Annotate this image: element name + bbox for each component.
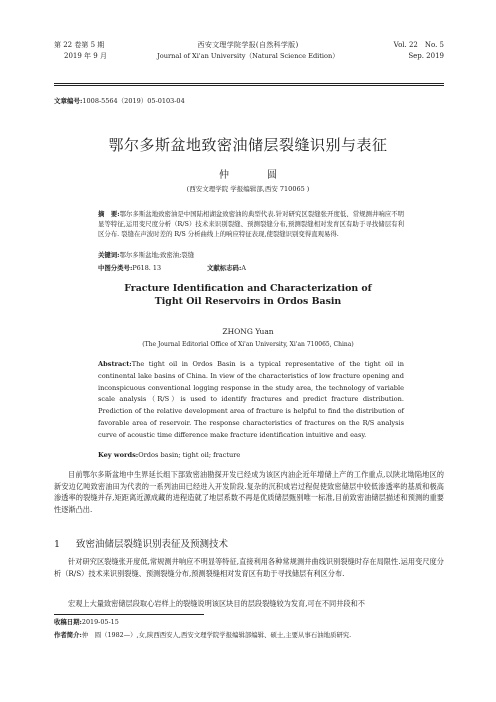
footnote-received: 收稿日期:2019-05-15 [54,618,119,626]
affiliation-cn: (西安文理学院 学报编辑部,西安 710065 ) [186,185,310,193]
affiliation-en: (The Journal Editorial Office of Xi'an University, Xi'an 710065, China) [142,341,354,348]
author-cn: 仲 圆 [219,170,291,181]
abstract-en-label: Abstract: [98,360,132,368]
body-paragraph-2: 针对研究区裂缝张开度低,常规测井响应不明显等特征,直接利用各种常规测井曲线识别裂缝时存在局限性.运用变尺度分析（R/S）技术来识别裂缝、预测裂缝分布,预测裂缝相对发育区有助于寻找储层有利区分布. [54,557,444,578]
article-number: 文章编号:1008-5564（2019）05-0103-04 [54,97,185,105]
abstract-cn-text: 鄂尔多斯盆地致密油是中国陆相湖盆致密油的典型代表.针对研究区裂缝张开度低、常规测井响应不明显等特征,运用变尺度分析（R/S）技术来识别裂缝、预测裂缝分布,预测裂缝相对发育区有助于寻找储层有利区分布. 裂缝在声波时差的 R/S 分析曲线上的响应特征表现,使裂缝识别变得直观易得. [98,210,404,238]
document-code: 文献标志码:A [207,264,246,272]
journal-name-en: Journal of Xi'an University（Natural Science Edition） [157,52,339,60]
footnote-rule [54,614,204,615]
title-cn: 鄂尔多斯盆地致密油储层裂缝识别与表征 [108,136,388,154]
journal-name-cn: 西安文理学院学报(自然科学版) [197,41,299,49]
header-rule-thin [54,85,444,86]
abstract-cn-label: 摘 要: [98,210,120,218]
section-heading-1: 1 致密油储层裂缝识别表征及预测技术 [54,539,229,550]
title-en [0,282,496,308]
title-en-line1: Fracture Identification and Characterization of [124,283,372,294]
header-rule-thick [54,83,444,84]
abstract-en-text: The tight oil in Ordos Basin is a typical representative of the tight oil in continental lake basins of China. In view of the characteristics of low fracture opening and inconspicuous conventional logging response in the study area, the technology of variable scale analysis（R/S）is used to identify fractures and predict fracture distribution. Prediction of the relative development area of fracture is helpful to find the distribution of favorable area of reservoir. The response characteristics of fractures on the R/S analysis curve of acoustic time difference make fracture identification intuitive and easy. [98,360,404,439]
clc-number: 中图分类号:P618. 13 [98,264,162,272]
title-en-line2: Tight Oil Reservoirs in Ordos Basin [154,296,342,307]
body-paragraph-3: 宏观上大量致密储层段取心岩样上的裂缝说明该区块目的层段裂缝较为发育,可在不同井段和不 [68,599,365,608]
author-en: ZHONG Yuan [222,327,274,336]
keywords-cn: 关键词:鄂尔多斯盆地;致密油;裂缝 [98,251,195,259]
journal-date: 2019 年 9 月 [64,52,107,60]
journal-date-en: Sep. 2019 [408,52,444,60]
journal-volume-en: Vol. 22 No. 5 [393,41,444,49]
body-paragraph-1: 目前鄂尔多斯盆地中生界延长组下部致密油勘探开发已经成为该区内油企近年增储上产的工作重点,以陕北坳陷地区的新安边亿吨致密油田为代表的一系列油田已经进入开发阶段.复杂的沉积成岩过程促使致密储层中较低渗透率的基质和极高渗透率的裂缝并存,矩距离近源成藏的进程造就了地层系数不再是优质储层甄别唯一标准,目前致密油储层描述和预测的重要性逐渐凸出. [54,470,444,515]
abstract-en [98,359,404,442]
abstract-cn [98,210,404,239]
keywords-en: Key words:Ordos basin; tight oil; fracture [98,451,241,459]
journal-volume-issue: 第 22 卷第 5 期 [54,41,105,49]
footnote-author-bio: 作者简介:仲 圆（1982—）,女,陕西西安人,西安文理学院学报编辑部编辑、硕士,主要从事石油地质研究. [54,631,352,639]
